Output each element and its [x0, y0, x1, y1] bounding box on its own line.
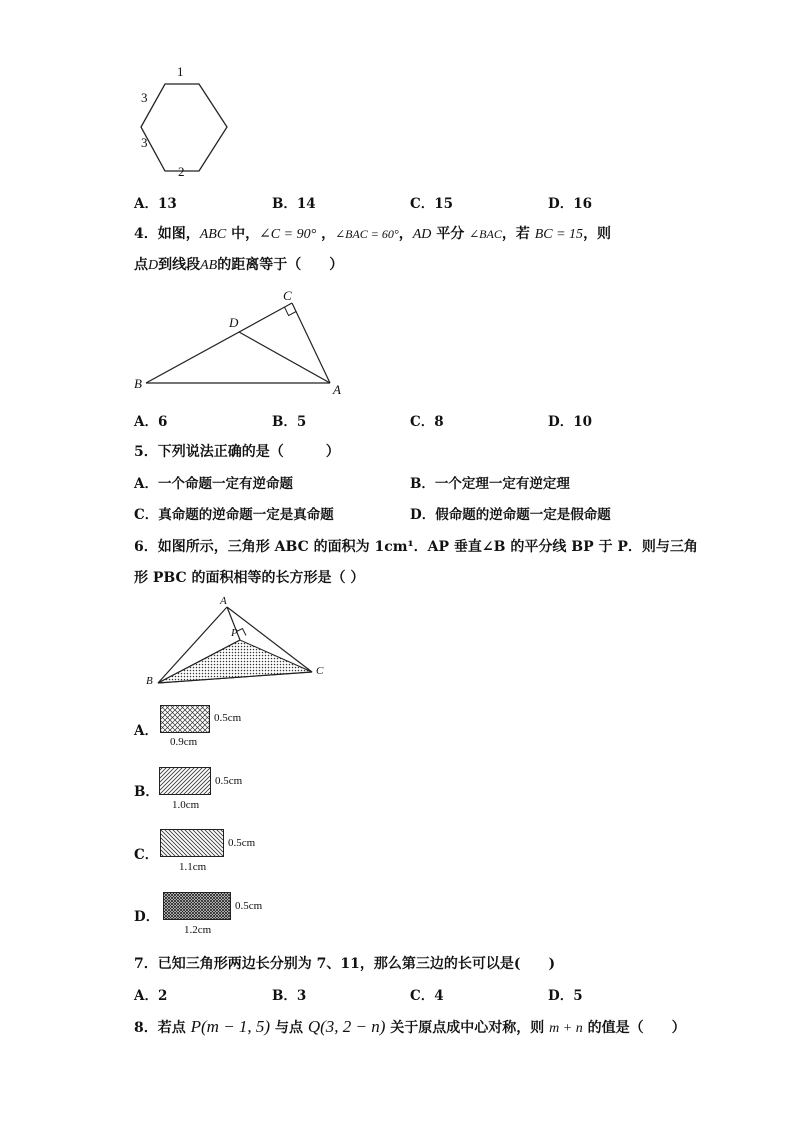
- hexagon-label-bottom: 2: [178, 164, 185, 179]
- q6-stem-line2: 形 PBC 的面积相等的长方形是（ ）: [134, 570, 365, 586]
- q6-option-b-letter: B．: [134, 784, 159, 800]
- q6-option-c-height: 0.5cm: [228, 837, 256, 849]
- q6-label-p: P: [231, 627, 238, 639]
- q3-option-a[interactable]: A．13: [134, 196, 177, 212]
- q7-stem: 7．已知三角形两边长分别为 7、11，那么第三边的长可以是( ): [134, 956, 556, 972]
- q7-option-b[interactable]: B．3: [272, 988, 307, 1004]
- q6-label-c: C: [316, 665, 324, 677]
- q4-option-a[interactable]: A．6: [134, 414, 168, 430]
- q6-option-a-rect: [160, 705, 210, 733]
- q6-option-d-letter: D．: [134, 909, 160, 925]
- q5-option-d[interactable]: D．假命题的逆命题一定是假命题: [410, 507, 611, 523]
- q7-option-a[interactable]: A．2: [134, 988, 168, 1004]
- q3-option-b[interactable]: B．14: [272, 196, 316, 212]
- q7-option-c[interactable]: C．4: [410, 988, 444, 1004]
- hexagon-label-upper-left: 3: [141, 90, 148, 105]
- q5-stem: 5．下列说法正确的是（ ）: [134, 444, 340, 460]
- q6-label-b: B: [146, 675, 153, 687]
- q6-label-a: A: [220, 595, 227, 607]
- hexagon-label-top: 1: [177, 64, 184, 79]
- q5-option-c[interactable]: C．真命题的逆命题一定是真命题: [134, 507, 334, 523]
- q3-option-c[interactable]: C．15: [410, 196, 454, 212]
- q6-option-a-width: 0.9cm: [170, 736, 198, 748]
- q6-option-b-width: 1.0cm: [172, 799, 200, 811]
- hexagon-label-lower-left: 3: [141, 135, 148, 150]
- q6-option-c-rect: [160, 829, 224, 857]
- q6-option-b-rect: [159, 767, 211, 795]
- q6-option-c-letter: C．: [134, 847, 159, 863]
- q4-option-d[interactable]: D．10: [548, 414, 592, 430]
- q6-option-a-height: 0.5cm: [214, 712, 242, 724]
- q4-option-c[interactable]: C．8: [410, 414, 444, 430]
- q8-stem: 8．若点 P(m − 1, 5) 与点 Q(3, 2 − n) 关于原点成中心对称，则 m + n 的值是（ ）: [134, 1017, 686, 1036]
- q7-option-d[interactable]: D．5: [548, 988, 583, 1004]
- q4-stem-line2: 点D到线段AB的距离等于（ ）: [134, 257, 344, 273]
- q6-option-d-height: 0.5cm: [235, 900, 263, 912]
- q3-option-d[interactable]: D．16: [548, 196, 592, 212]
- q6-option-d-width: 1.2cm: [184, 924, 212, 936]
- q6-option-b-height: 0.5cm: [215, 775, 243, 787]
- q4-label-d: D: [229, 315, 239, 330]
- q4-label-b: B: [134, 376, 142, 391]
- q6-option-a-letter: A．: [134, 723, 158, 739]
- q6-option-d-rect: [163, 892, 231, 920]
- q5-option-a[interactable]: A．一个命题一定有逆命题: [134, 476, 293, 492]
- q6-option-c-width: 1.1cm: [179, 861, 207, 873]
- q4-label-a: A: [333, 382, 341, 397]
- q4-stem-line1: 4．如图，ABC 中，∠C = 90° ，∠BAC = 60°，AD 平分 ∠BAC，若 BC = 15，则: [134, 226, 612, 242]
- q6-stem-line1: 6．如图所示，三角形 ABC 的面积为 1cm¹．AP 垂直∠B 的平分线 BP 于 P．则与三角: [134, 539, 698, 555]
- q4-label-c: C: [283, 288, 292, 303]
- q4-option-b[interactable]: B．5: [272, 414, 307, 430]
- q5-option-b[interactable]: B．一个定理一定有逆定理: [410, 476, 570, 492]
